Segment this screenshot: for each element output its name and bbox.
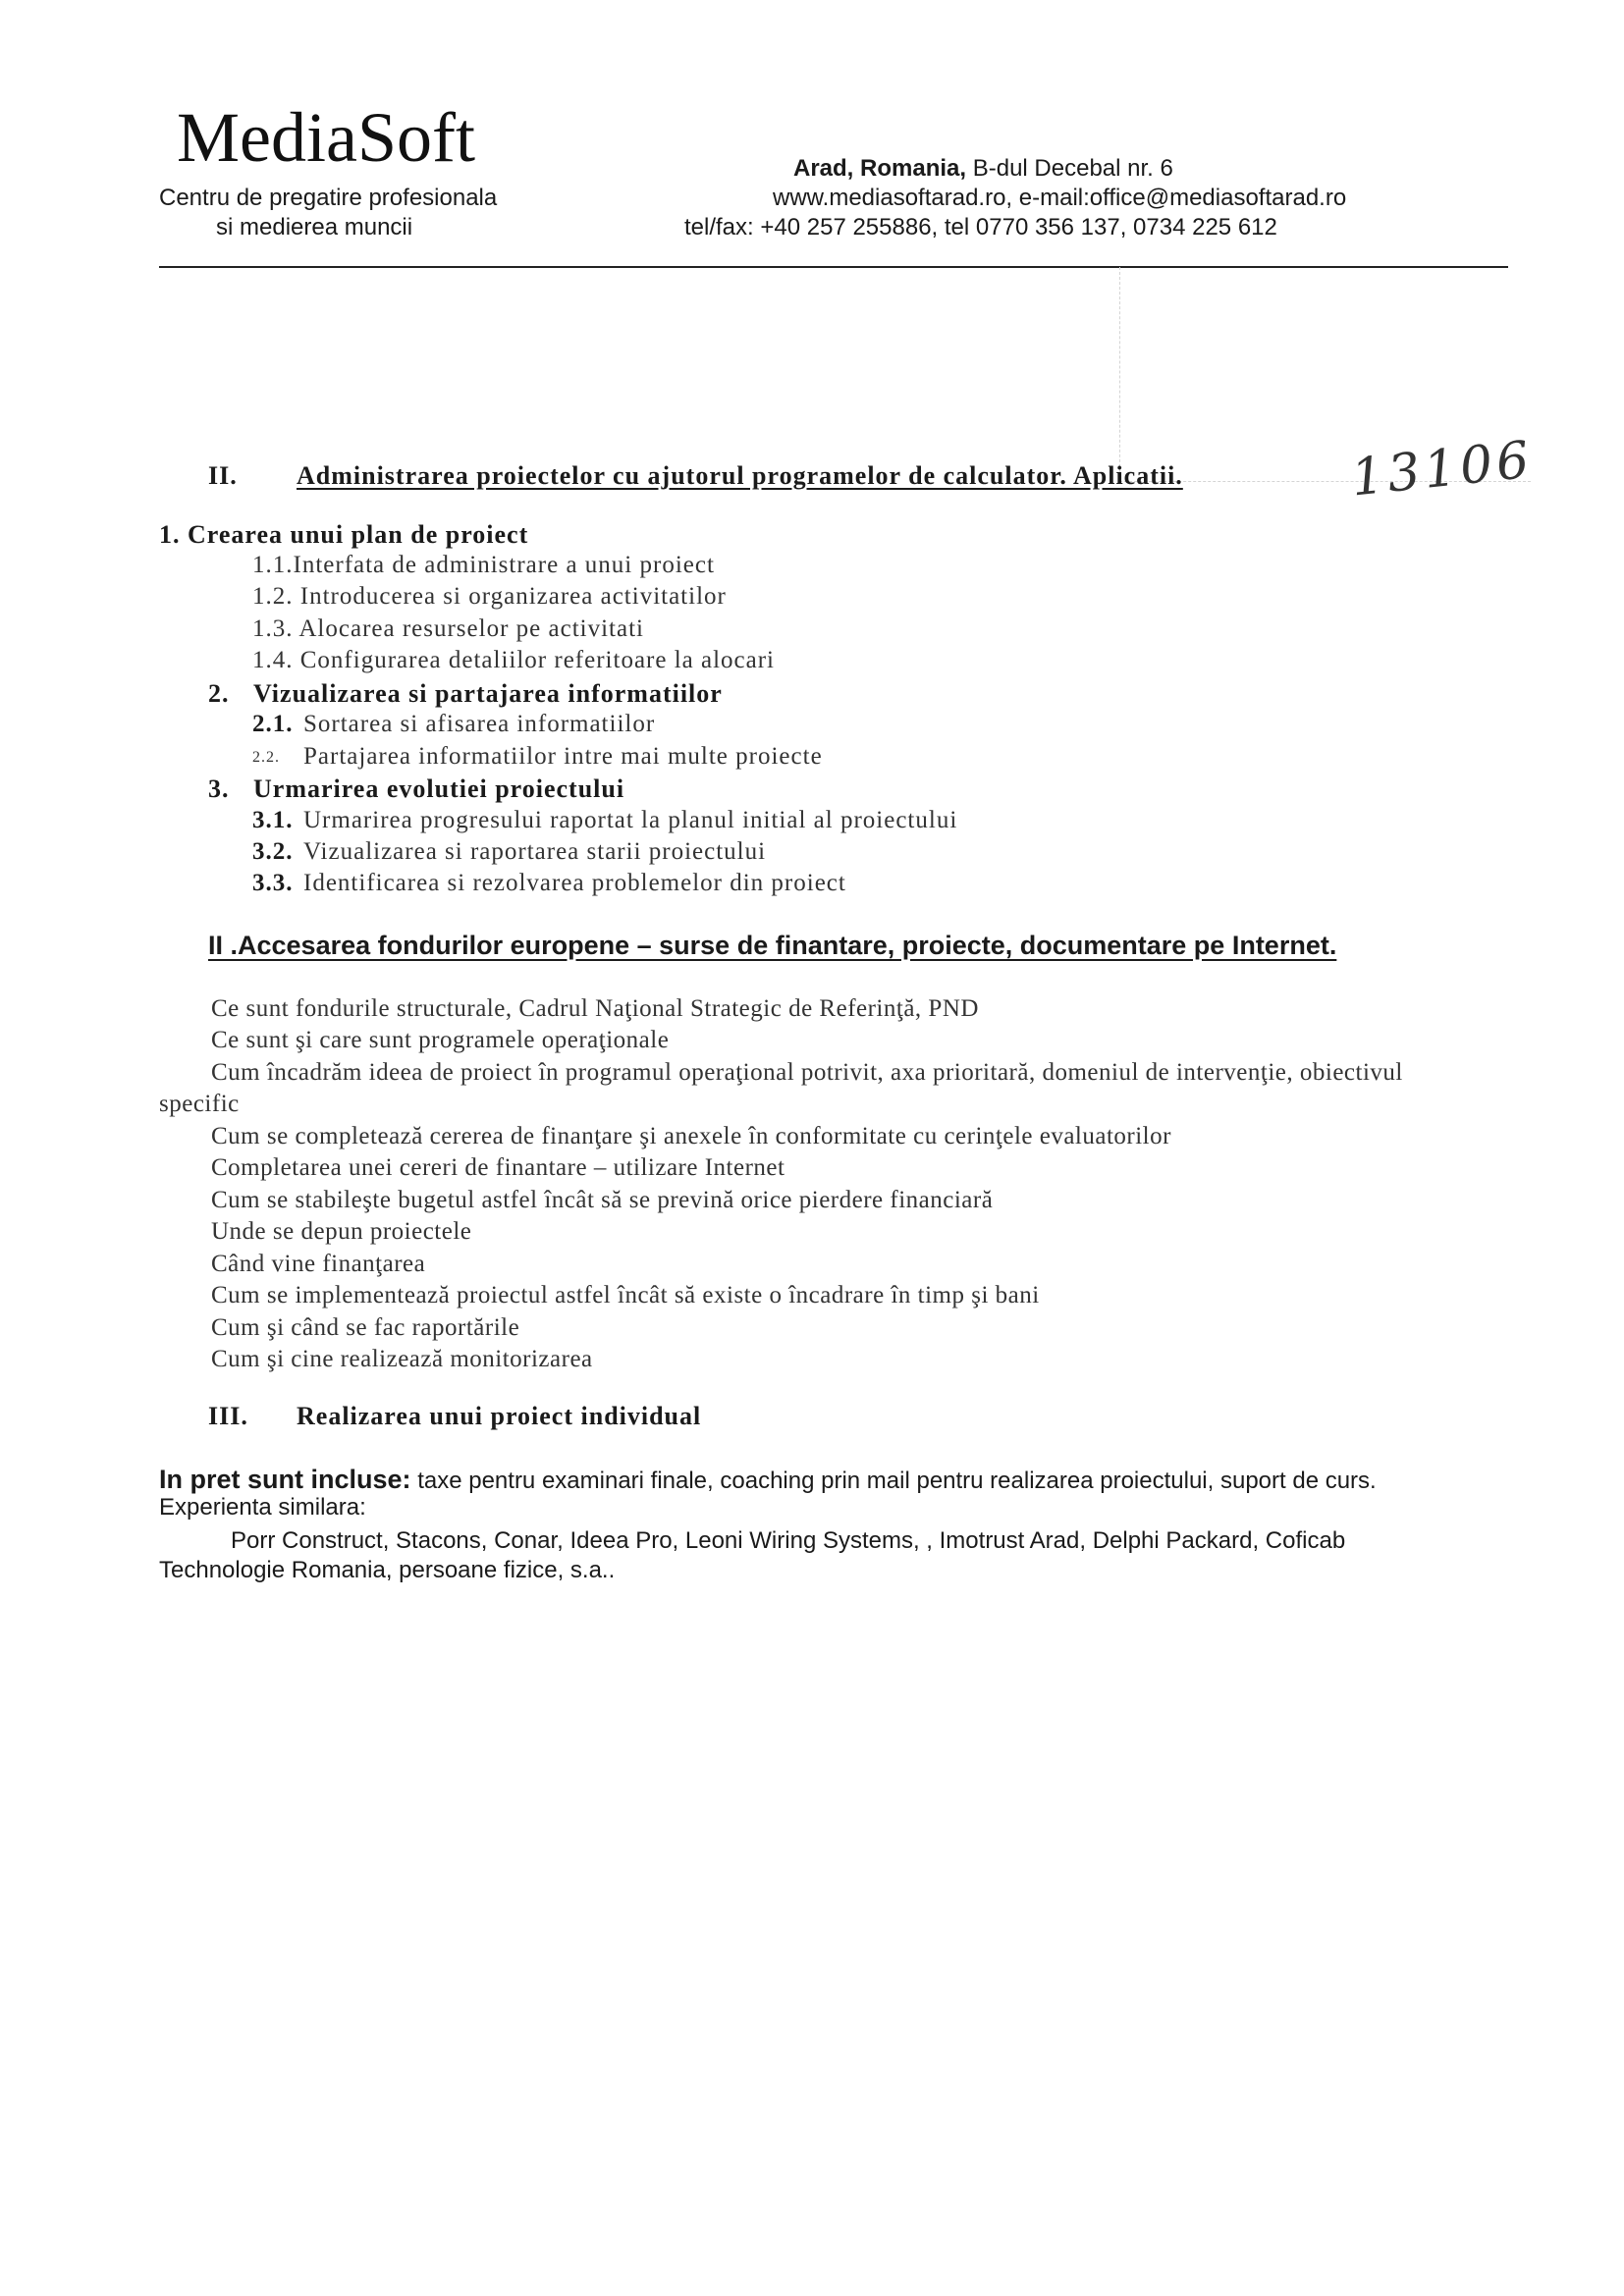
section-heading: II .Accesarea fondurilor europene – surse de finantare, proiecte, documentare pe Internet. [208, 931, 1337, 960]
outline-item: 1.1.Interfata de administrare a unui proiect [252, 552, 715, 578]
company-address [793, 155, 1173, 183]
company-tagline: si medierea muncii [216, 214, 413, 240]
outline-item [208, 774, 624, 804]
address-city: Arad, Romania, [793, 155, 967, 182]
topic-line: Cum se completează cererea de finanţare şi anexele în conformitate cu cerinţele evaluatorilor [211, 1123, 1171, 1149]
outline-text: Identificarea si rezolvarea problemelor din proiect [303, 870, 846, 896]
company-phones: tel/fax: +40 257 255886, tel 0770 356 137, 0734 225 612 [684, 214, 1277, 240]
outline-item [252, 870, 846, 897]
included-text: taxe pentru examinari finale, coaching prin mail pentru realizarea proiectului, suport de curs. [410, 1468, 1377, 1494]
company-logo: MediaSoft [177, 98, 475, 177]
section-title: Realizarea unui proiect individual [297, 1402, 702, 1430]
topic-line: Cum şi când se fac raportările [211, 1314, 520, 1341]
experience-label: Experienta similara: [159, 1494, 366, 1521]
topic-line: Unde se depun proiectele [211, 1218, 472, 1245]
outline-text: Vizualizarea si partajarea informatiilor [253, 679, 723, 708]
outline-text: Partajarea informatiilor intre mai multe proiecte [303, 743, 823, 770]
company-tagline: Centru de pregatire profesionala [159, 185, 498, 211]
outline-item: 1.3. Alocarea resurselor pe activitati [252, 615, 644, 642]
company-web-email: www.mediasoftarad.ro, e-mail:office@mediasoftarad.ro [773, 185, 1347, 211]
outline-number: 2.1. [252, 711, 294, 737]
section-heading [208, 1402, 701, 1431]
section-title: Administrarea proiectelor cu ajutorul programelor de calculator. Aplicatii. [297, 461, 1183, 490]
topic-line: Ce sunt şi care sunt programele operaţionale [211, 1027, 670, 1053]
outline-text: Sortarea si afisarea informatiilor [303, 711, 656, 737]
clients-list: Technologie Romania, persoane fizice, s.a.. [159, 1557, 616, 1583]
outline-number: 3. [208, 774, 230, 803]
outline-number: 2. [208, 679, 230, 708]
topic-line: Ce sunt fondurile structurale, Cadrul Naţional Strategic de Referinţă, PND [211, 995, 979, 1022]
outline-number: 3.2. [252, 838, 294, 865]
included-label: In pret sunt incluse: [159, 1465, 411, 1494]
topic-line: specific [159, 1091, 240, 1117]
outline-item: 1.4. Configurarea detaliilor referitoare la alocari [252, 647, 776, 673]
outline-item [252, 711, 655, 738]
outline-text: Urmarirea progresului raportat la planul initial al proiectului [303, 807, 958, 833]
address-street: B-dul Decebal nr. 6 [966, 155, 1173, 182]
topic-line: Cum se stabileşte bugetul astfel încât să se prevină orice pierdere financiară [211, 1187, 994, 1213]
outline-number: 3.1. [252, 807, 294, 833]
outline-text: Vizualizarea si raportarea starii proiectului [303, 838, 767, 865]
section-heading [208, 461, 1183, 491]
section-number: II. [208, 461, 238, 490]
section-number: III. [208, 1402, 248, 1430]
included-in-price [159, 1465, 1377, 1495]
handwritten-registration-number: 13106 [1348, 430, 1537, 508]
outline-text: Urmarirea evolutiei proiectului [253, 774, 625, 803]
topic-line: Când vine finanţarea [211, 1251, 426, 1277]
outline-item [252, 743, 823, 771]
outline-number: 3.3. [252, 870, 294, 896]
topic-line: Completarea unei cereri de finantare – utilizare Internet [211, 1154, 785, 1181]
outline-item [208, 679, 723, 709]
outline-number: 2.2. [252, 749, 280, 766]
outline-item: 1. Crearea unui plan de proiect [159, 520, 529, 549]
topic-line: Cum încadrăm ideea de proiect în programul operaţional potrivit, axa prioritară, domeniul de intervenţie, obiectivul [211, 1059, 1403, 1086]
topic-line: Cum se implementează proiectul astfel încât să existe o încadrare în timp şi bani [211, 1282, 1040, 1308]
outline-item [252, 838, 766, 866]
outline-item [252, 807, 957, 834]
clients-list: Porr Construct, Stacons, Conar, Ideea Pro, Leoni Wiring Systems, , Imotrust Arad, Delphi Packard, Coficab [231, 1527, 1346, 1554]
topic-line: Cum şi cine realizează monitorizarea [211, 1346, 593, 1372]
outline-item: 1.2. Introducerea si organizarea activitatilor [252, 583, 727, 610]
